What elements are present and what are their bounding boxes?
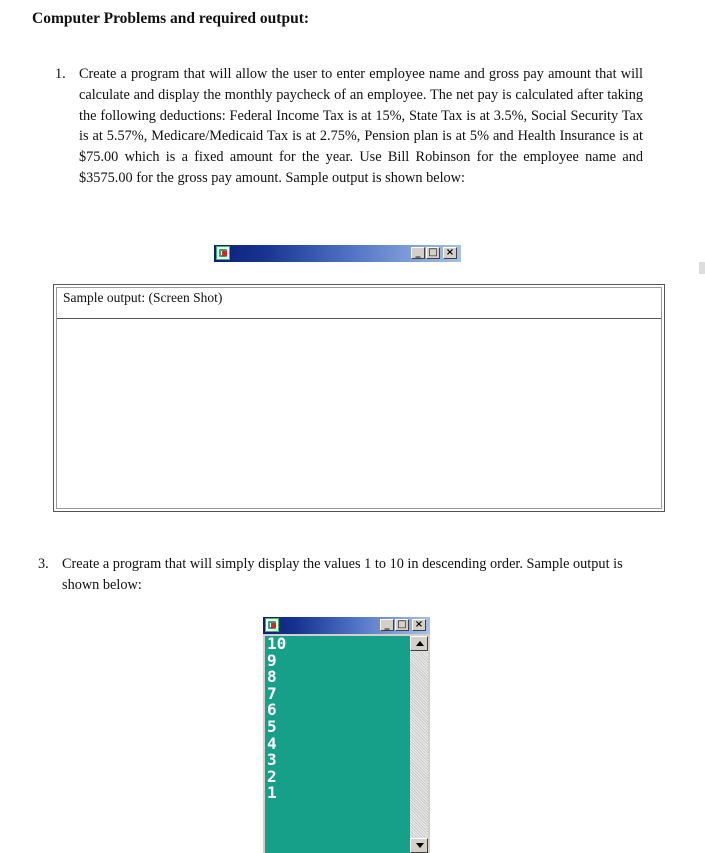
problem-3-number: 3. (38, 556, 49, 572)
sample-output-header: Sample output: (Screen Shot) (57, 288, 661, 319)
maximize-button[interactable]: □ (426, 247, 440, 259)
problem-1 (55, 64, 643, 189)
console-scrollbar[interactable] (410, 636, 428, 853)
page-heading: Computer Problems and required output: (32, 10, 310, 27)
problem-1-text: Create a program that will allow the user to enter employee name and gross pay amount that will calculate and display the monthly paycheck of an employee. The net pay is calculated after taking the following deductions: Federal Income Tax is at 15%, State Tax is at 3.5%, Social Security Tax is at 5.57%, Medicare/Medicaid Tax is at 2.75%, Pension plan is at 5% and Health Insurance is at $75.00 which is a fixed amount for the year. Use Bill Robinson for the employee name and $3575.00 for the gross pay amount. Sample output is shown below: (79, 66, 643, 186)
console-line: 1 (267, 783, 277, 803)
console-close-button[interactable]: × (412, 619, 426, 631)
close-button[interactable]: × (443, 247, 457, 259)
scroll-down-button[interactable] (410, 838, 428, 853)
minimize-button[interactable]: _ (411, 247, 425, 259)
sample-output-box (53, 284, 665, 512)
page-edge-mark (699, 262, 705, 274)
console-output (265, 636, 410, 853)
console-line: 6 (267, 700, 277, 720)
console-app-icon[interactable] (265, 618, 279, 632)
problem-3 (38, 554, 632, 596)
console-line: 10 (267, 636, 287, 653)
console-minimize-button[interactable]: _ (380, 619, 394, 631)
console-window (263, 617, 430, 853)
console-line: 9 (267, 650, 277, 670)
console-line: 5 (267, 716, 277, 736)
console-line: 2 (267, 766, 277, 786)
scroll-up-button[interactable] (410, 636, 428, 651)
console-line: 8 (267, 667, 277, 687)
app-icon[interactable] (216, 246, 230, 260)
sample-window-titlebar[interactable] (214, 245, 461, 262)
problem-1-number: 1. (55, 66, 66, 82)
console-titlebar[interactable] (263, 617, 430, 634)
console-maximize-button[interactable]: □ (395, 619, 409, 631)
problem-3-text: Create a program that will simply display the values 1 to 10 in descending order. Sample output is shown below: (62, 556, 623, 593)
console-line: 4 (267, 733, 277, 753)
console-line: 3 (267, 750, 277, 770)
console-line: 7 (267, 683, 277, 703)
